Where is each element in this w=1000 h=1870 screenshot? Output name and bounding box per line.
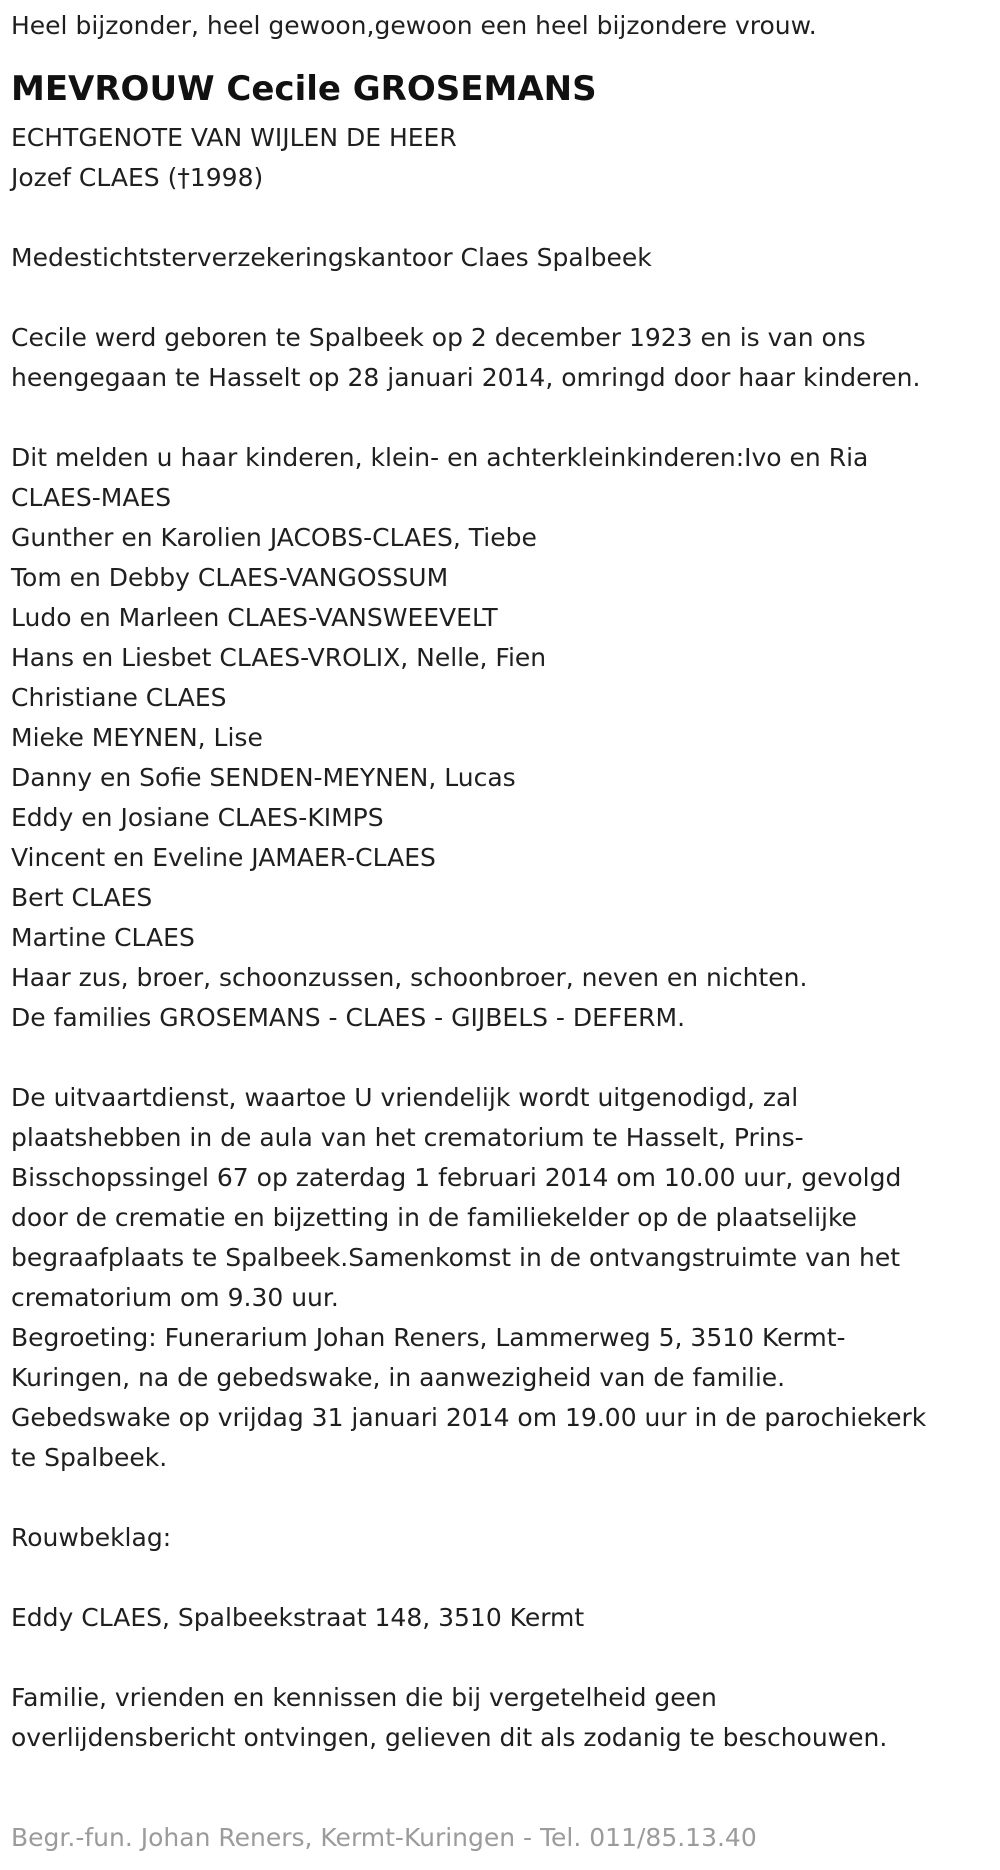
family-line: Eddy en Josiane CLAES-KIMPS	[11, 803, 384, 832]
ceremony-line: De uitvaartdienst, waartoe U vriendelijk wordt uitgenodigd, zal	[11, 1083, 799, 1112]
family-line: Haar zus, broer, schoonzussen, schoonbroer, neven en nichten.	[11, 963, 808, 992]
ceremony-line: begraafplaats te Spalbeek.Samenkomst in de ontvangstruimte van het	[11, 1243, 901, 1272]
family-line: Gunther en Karolien JACOBS-CLAES, Tiebe	[11, 523, 537, 552]
closing-line: Familie, vrienden en kennissen die bij vergetelheid geen	[11, 1683, 717, 1712]
role-line: Medestichtsterverzekeringskantoor Claes Spalbeek	[11, 243, 652, 272]
spacer	[11, 1638, 1000, 1678]
ceremony-line: door de crematie en bijzetting in de familiekelder op de plaatselijke	[11, 1203, 857, 1232]
birth-death-line: heengegaan te Hasselt op 28 januari 2014, omringd door haar kinderen.	[11, 363, 921, 392]
ceremony-line: Gebedswake op vrijdag 31 januari 2014 om 19.00 uur in de parochiekerk	[11, 1403, 927, 1432]
ceremony-line: Kuringen, na de gebedswake, in aanwezigheid van de familie.	[11, 1363, 786, 1392]
family-line: Christiane CLAES	[11, 683, 227, 712]
family-line: Tom en Debby CLAES-VANGOSSUM	[11, 563, 449, 592]
family-line: CLAES-MAES	[11, 483, 172, 512]
spacer	[11, 1478, 1000, 1518]
birth-death-line: Cecile werd geboren te Spalbeek op 2 december 1923 en is van ons	[11, 323, 866, 352]
family-line: Martine CLAES	[11, 923, 195, 952]
ceremony-line: te Spalbeek.	[11, 1443, 168, 1472]
family-line: Hans en Liesbet CLAES-VROLIX, Nelle, Fien	[11, 643, 547, 672]
spacer	[11, 278, 1000, 318]
closing-line: overlijdensbericht ontvingen, gelieven dit als zodanig te beschouwen.	[11, 1723, 888, 1752]
spacer	[11, 198, 1000, 238]
family-line: Danny en Sofie SENDEN-MEYNEN, Lucas	[11, 763, 516, 792]
spacer	[11, 1558, 1000, 1598]
spacer	[11, 398, 1000, 438]
spouse-name-line: Jozef CLAES (†1998)	[11, 163, 264, 192]
ceremony-details	[11, 1078, 1000, 1478]
family-line: Bert CLAES	[11, 883, 153, 912]
family-line: Vincent en Eveline JAMAER-CLAES	[11, 843, 436, 872]
family-line: Dit melden u haar kinderen, klein- en achterkleinkinderen:Ivo en Ria	[11, 443, 869, 472]
ceremony-line: plaatshebben in de aula van het crematorium te Hasselt, Prins-	[11, 1123, 804, 1152]
ceremony-line: Bisschopssingel 67 op zaterdag 1 februari 2014 om 10.00 uur, gevolgd	[11, 1163, 902, 1192]
ceremony-line: crematorium om 9.30 uur.	[11, 1283, 339, 1312]
funeral-home-footer: Begr.-fun. Johan Reners, Kermt-Kuringen - Tel. 011/85.13.40	[11, 1823, 757, 1852]
family-line: Mieke MEYNEN, Lise	[11, 723, 263, 752]
deceased-name: MEVROUW Cecile GROSEMANS	[11, 69, 597, 109]
spacer	[11, 1038, 1000, 1078]
family-line: Ludo en Marleen CLAES-VANSWEEVELT	[11, 603, 498, 632]
condolences-address: Eddy CLAES, Spalbeekstraat 148, 3510 Kermt	[11, 1603, 585, 1632]
condolences-label: Rouwbeklag:	[11, 1523, 172, 1552]
ceremony-line: Begroeting: Funerarium Johan Reners, Lammerweg 5, 3510 Kermt-	[11, 1323, 846, 1352]
spouse-line: ECHTGENOTE VAN WIJLEN DE HEER	[11, 123, 457, 152]
family-line: De families GROSEMANS - CLAES - GIJBELS - DEFERM.	[11, 1003, 686, 1032]
motto: Heel bijzonder, heel gewoon,gewoon een heel bijzondere vrouw.	[11, 11, 817, 40]
family-list	[11, 438, 1000, 1038]
